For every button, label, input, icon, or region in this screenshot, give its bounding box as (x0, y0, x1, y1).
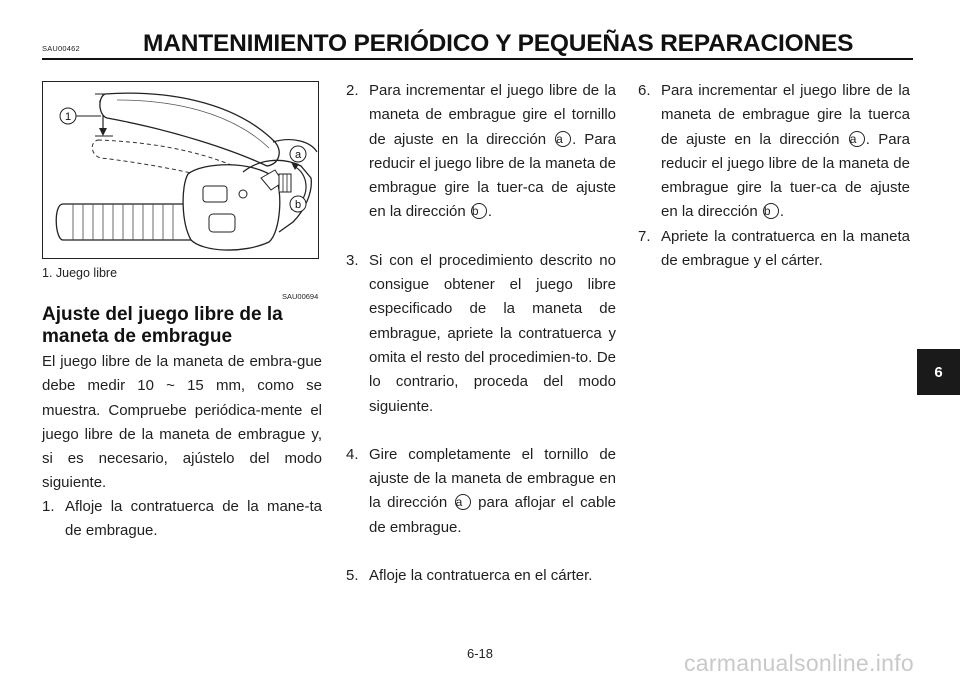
step-number: 6. (638, 82, 651, 99)
step-text: Afloje la contratuerca de la mane-ta de embrague. (65, 498, 322, 540)
clutch-lever-figure (42, 81, 319, 259)
steps-list-col1 (42, 495, 322, 544)
step-text: . (779, 203, 785, 221)
direction-b-marker: b (763, 203, 779, 219)
watermark: carmanualsonline.info (683, 650, 914, 676)
step-text: Gire completamente el tornillo de ajuste de la maneta de embrague en la dirección (369, 445, 616, 512)
step-1 (42, 495, 322, 544)
step-number: 2. (346, 82, 359, 99)
direction-a-marker: a (849, 131, 865, 147)
step-number: 3. (346, 251, 359, 269)
step-text: Para incrementar el juego libre de la maneta de embrague gire el tornillo de ajuste en la dirección (369, 82, 616, 148)
step-2 (346, 79, 616, 225)
step-number: 4. (346, 445, 359, 463)
direction-a-marker: a (555, 131, 571, 147)
step-text: . Para reducir el juego libre de la maneta de embrague gire la tuer-ca de ajuste en la dirección (661, 130, 910, 221)
step-text: . Para reducir el juego libre de la maneta de embrague gire la tuer-ca de ajuste en la dirección (369, 130, 616, 221)
section-code: SAU00694 (282, 292, 319, 301)
step-text: Si con el procedimiento descrito no consigue obtener el juego libre especificado de la maneta de embrague, apriete la contratuerca y omita el resto del procedimien-to. De lo contrario, proceda del modo siguiente. (369, 251, 616, 415)
step-6 (638, 79, 910, 225)
step-number: 5. (346, 567, 359, 585)
page-title: MANTENIMIENTO PERIÓDICO Y PEQUEÑAS REPARACIONES (143, 30, 854, 57)
steps-list-col2 (346, 79, 616, 588)
step-text: . (487, 203, 493, 221)
step-4 (346, 443, 616, 540)
header-rule (42, 58, 913, 60)
chapter-tab[interactable]: 6 (917, 349, 960, 395)
step-number: 1. (42, 498, 55, 515)
intro-paragraph: El juego libre de la maneta de embra-gue debe medir 10 ~ 15 mm, como se muestra. Compruebe periódica-mente el juego libre de la maneta de embrague y, si es necesario, ajústelo del modo siguiente. (42, 353, 322, 492)
figure-caption: 1. Juego libre (42, 266, 118, 280)
step-text: para aflojar el cable de embrague. (369, 494, 616, 536)
page-number: 6-18 (466, 646, 494, 661)
clutch-lever-illustration (43, 82, 319, 259)
callout-a: a (294, 149, 302, 161)
callout-b: b (294, 199, 302, 211)
step-number: 7. (638, 227, 651, 245)
section-title: Ajuste del juego libre de la maneta de embrague (42, 304, 283, 347)
direction-b-marker: b (471, 203, 487, 219)
step-text: Afloje la contratuerca en el cárter. (369, 567, 593, 585)
step-7 (638, 225, 910, 274)
steps-list-col3 (638, 79, 910, 273)
direction-a-marker: a (455, 494, 471, 510)
step-5 (346, 564, 616, 588)
step-3 (346, 249, 616, 419)
step-text: Apriete la contratuerca en la maneta de embrague y el cárter. (661, 227, 910, 270)
callout-1: 1 (64, 111, 72, 123)
header-code: SAU00462 (42, 44, 80, 53)
step-text: Para incrementar el juego libre de la maneta de embrague gire la tuerca de ajuste en la dirección (661, 82, 910, 148)
